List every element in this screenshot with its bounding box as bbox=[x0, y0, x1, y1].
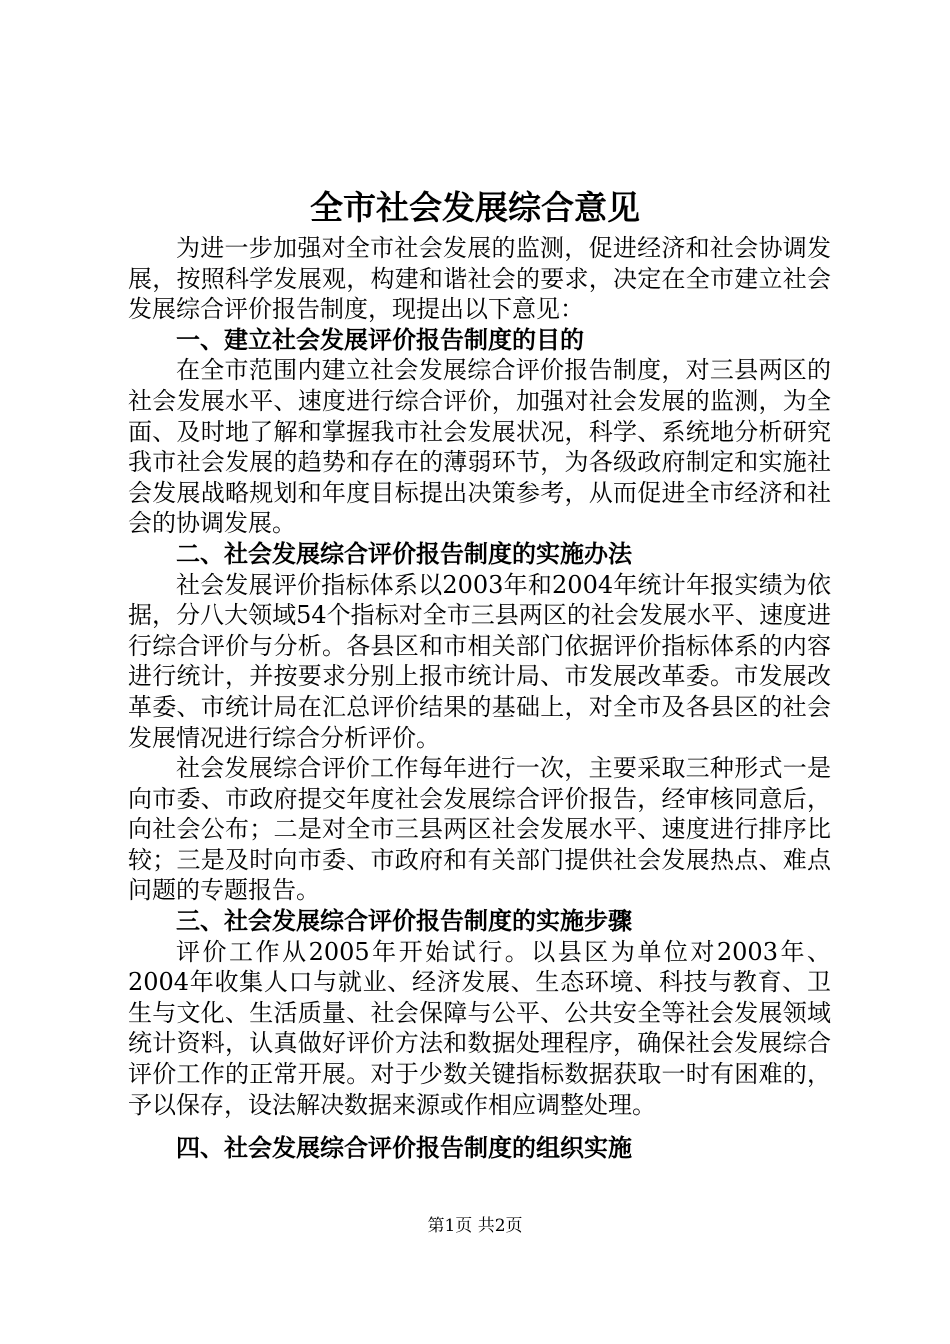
section-1-paragraph-1: 在全市范围内建立社会发展综合评价报告制度，对三县两区的社会发展水平、速度进行综合评价，加强对社会发展的监测，为全面、及时地了解和掌握我市社会发展状况，科学、系统地分析研究我市社会发展的趋势和存在的薄弱环节，为各级政府制定和实施社会发展战略规划和年度目标提出决策参考，从而促进全市经济和社会的协调发展。 bbox=[128, 356, 831, 538]
document-body bbox=[128, 233, 831, 1164]
page-title: 全市社会发展综合意见 bbox=[310, 188, 640, 227]
section-2-paragraph-1: 社会发展评价指标体系以2003年和2004年统计年报实绩为依据，分八大领域54个指标对全市三县两区的社会发展水平、速度进行综合评价与分析。各县区和市相关部门依据评价指标体系的内容进行统计，并按要求分别上报市统计局、市发展改革委。市发展改革委、市统计局在汇总评价结果的基础上，对全市及各县区的社会发展情况进行综合分析评价。 bbox=[128, 570, 831, 752]
section-4-heading: 四、社会发展综合评价报告制度的组织实施 bbox=[176, 1134, 632, 1163]
section-1-heading: 一、建立社会发展评价报告制度的目的 bbox=[176, 325, 584, 354]
section-2-heading: 二、社会发展综合评价报告制度的实施办法 bbox=[176, 539, 632, 568]
section-3-heading: 三、社会发展综合评价报告制度的实施步骤 bbox=[176, 907, 632, 936]
intro-paragraph: 为进一步加强对全市社会发展的监测，促进经济和社会协调发展，按照科学发展观，构建和谐社会的要求，决定在全市建立社会发展综合评价报告制度，现提出以下意见： bbox=[128, 234, 831, 324]
section-2-paragraph-2: 社会发展综合评价工作每年进行一次，主要采取三种形式一是向市委、市政府提交年度社会发展综合评价报告，经审核同意后，向社会公布；二是对全市三县两区社会发展水平、速度进行排序比较；三是及时向市委、市政府和有关部门提供社会发展热点、难点问题的专题报告。 bbox=[128, 754, 831, 905]
section-3-paragraph-1: 评价工作从2005年开始试行。以县区为单位对2003年、2004年收集人口与就业、经济发展、生态环境、科技与教育、卫生与文化、生活质量、社会保障与公平、公共安全等社会发展领域统计资料，认真做好评价方法和数据处理程序，确保社会发展综合评价工作的正常开展。对于少数关键指标数据获取一时有困难的，予以保存，设法解决数据来源或作相应调整处理。 bbox=[128, 937, 831, 1119]
page-footer: 第1页 共2页 bbox=[427, 1216, 523, 1236]
